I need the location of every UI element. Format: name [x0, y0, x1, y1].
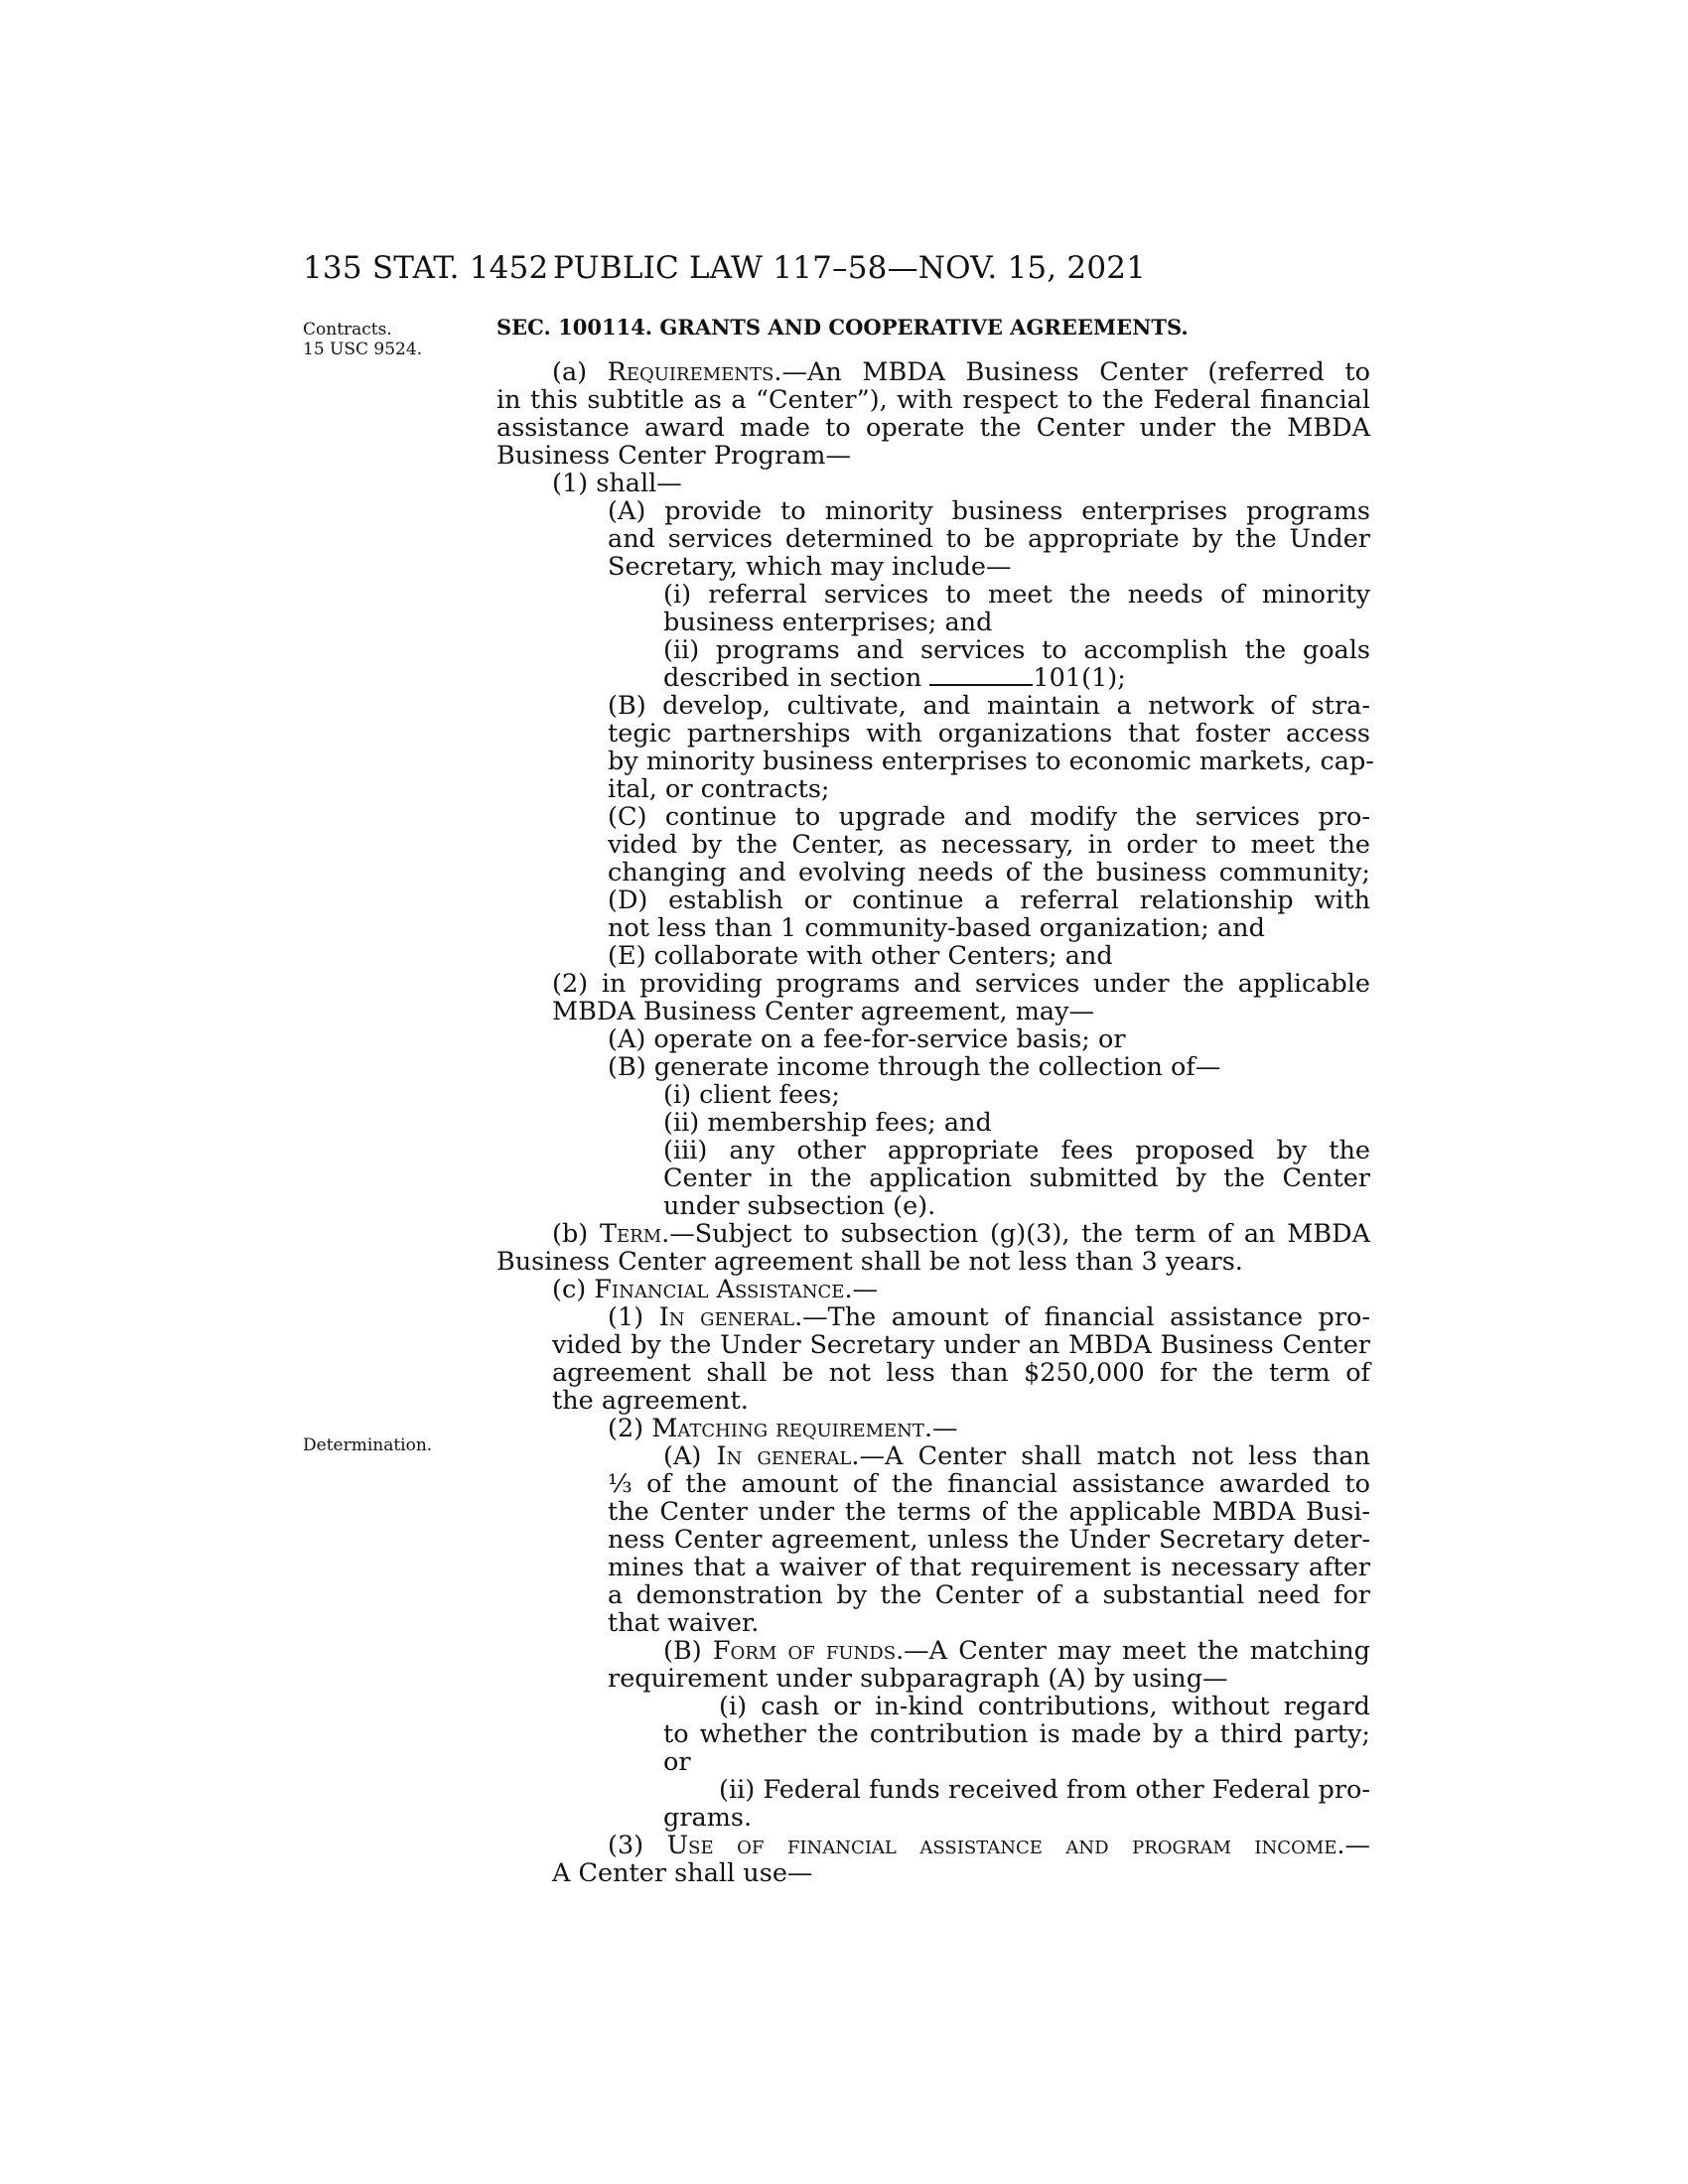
paragraph-2-clause-a: (A) operate on a fee-for-service basis; or [608, 1024, 1126, 1054]
subsection-c2a-line: a demonstration by the Center of a substantial need for [608, 1580, 1370, 1610]
margin-note-usc: 15 USC 9524. [303, 340, 423, 359]
page-running-title: PUBLIC LAW 117–58—NOV. 15, 2021 [553, 250, 1147, 286]
paragraph-1: (1) shall— [552, 469, 682, 498]
clause-d-line: (D) establish or continue a referral relationship with [608, 886, 1370, 915]
item-ii-line: (ii) programs and services to accomplish the goals [663, 635, 1370, 665]
subsection-c2b-item-ii-line: grams. [663, 1803, 753, 1833]
paragraph-2-clause-b: (B) generate income through the collection of— [608, 1052, 1221, 1082]
margin-note-contracts: Contracts. [303, 320, 392, 340]
subsection-c2a-line: ⅓ of the amount of the financial assistance awarded to [608, 1469, 1370, 1499]
clause-c-line: vided by the Center, as necessary, in order to meet the [608, 830, 1370, 860]
subsection-c1-line: (1) In general.—The amount of financial assistance pro- [608, 1302, 1371, 1332]
clause-b-line: ital, or contracts; [608, 774, 830, 804]
clause-c-line: changing and evolving needs of the business community; [608, 858, 1370, 887]
clause-a-line: Secretary, which may include— [608, 552, 1012, 582]
section-heading: SEC. 100114. GRANTS AND COOPERATIVE AGREEMENTS. [496, 315, 1189, 340]
subsection-c1-line: agreement shall be not less than $250,000 for the term of [552, 1358, 1370, 1388]
subsection-c3-line: (3) Use of financial assistance and program income.— [608, 1831, 1371, 1860]
clause-b-line: (B) develop, cultivate, and maintain a network of stra- [608, 691, 1370, 721]
blank-underline [929, 664, 1033, 686]
paragraph-2-item-i: (i) client fees; [663, 1080, 840, 1110]
page-statute-citation: 135 STAT. 1452 [303, 250, 549, 286]
subsection-c1-line: the agreement. [552, 1386, 749, 1416]
subsection-c2a-line: the Center under the terms of the applicable MBDA Busi- [608, 1497, 1370, 1527]
item-i-line: (i) referral services to meet the needs of minority [663, 580, 1370, 610]
subsection-c2b-item-i-line: (i) cash or in-kind contributions, without regard [719, 1692, 1370, 1721]
subsection-c2b-item-ii-line: (ii) Federal funds received from other Federal pro- [719, 1775, 1370, 1805]
subsection-c2a-line: mines that a waiver of that requirement is necessary after [608, 1553, 1370, 1582]
clause-b-line: by minority business enterprises to economic markets, cap- [608, 747, 1374, 776]
subsection-c2b-line: (B) Form of funds.—A Center may meet the matching [663, 1636, 1370, 1666]
clause-c-line: (C) continue to upgrade and modify the services pro- [608, 802, 1370, 832]
subsection-c2-heading: (2) Matching requirement.— [608, 1414, 958, 1443]
subsection-a-line: Business Center Program— [496, 441, 851, 471]
subsection-c2b-line: requirement under subparagraph (A) by using— [608, 1664, 1228, 1694]
clause-d-line: not less than 1 community-based organization; and [608, 913, 1265, 943]
paragraph-2-item-iii-line: under subsection (e). [663, 1191, 936, 1221]
subsection-a-line: in this subtitle as a “Center”), with respect to the Federal financial [496, 385, 1370, 415]
subsection-c3-line: A Center shall use— [552, 1858, 813, 1888]
clause-b-line: tegic partnerships with organizations that foster access [608, 719, 1370, 749]
item-i-line: business enterprises; and [663, 608, 993, 637]
subsection-c2b-item-i-line: or [663, 1747, 691, 1777]
clause-a-line: (A) provide to minority business enterprises programs [608, 496, 1370, 526]
paragraph-2-line: MBDA Business Center agreement, may— [552, 997, 1095, 1026]
clause-e-line: (E) collaborate with other Centers; and [608, 941, 1113, 971]
subsection-c2a-line: (A) In general.—A Center shall match not less than [663, 1441, 1371, 1471]
margin-note-determination: Determination. [303, 1435, 433, 1455]
subsection-a-line: (a) Requirements.—An MBDA Business Center (referred to [552, 357, 1371, 387]
item-ii-line: described in section 101(1); [663, 663, 1126, 693]
subsection-c2a-line: that waiver. [608, 1608, 760, 1638]
paragraph-2-line: (2) in providing programs and services under the applicable [552, 969, 1370, 999]
subsection-a-line: assistance award made to operate the Center under the MBDA [496, 413, 1370, 443]
subsection-b-line: (b) Term.—Subject to subsection (g)(3), the term of an MBDA [552, 1219, 1370, 1249]
paragraph-2-item-iii-line: Center in the application submitted by the Center [663, 1163, 1370, 1193]
paragraph-2-item-iii-line: (iii) any other appropriate fees proposed by the [663, 1136, 1370, 1165]
subsection-c2b-item-i-line: to whether the contribution is made by a third party; [663, 1719, 1370, 1749]
subsection-c-heading: (c) Financial Assistance.— [552, 1275, 879, 1304]
paragraph-2-item-ii: (ii) membership fees; and [663, 1108, 992, 1138]
subsection-c2a-line: ness Center agreement, unless the Under Secretary deter- [608, 1525, 1370, 1555]
clause-a-line: and services determined to be appropriate by the Under [608, 524, 1370, 554]
section-body [496, 314, 1374, 1888]
subsection-b-line: Business Center agreement shall be not less than 3 years. [496, 1247, 1243, 1277]
subsection-c1-line: vided by the Under Secretary under an MBDA Business Center [552, 1330, 1370, 1360]
